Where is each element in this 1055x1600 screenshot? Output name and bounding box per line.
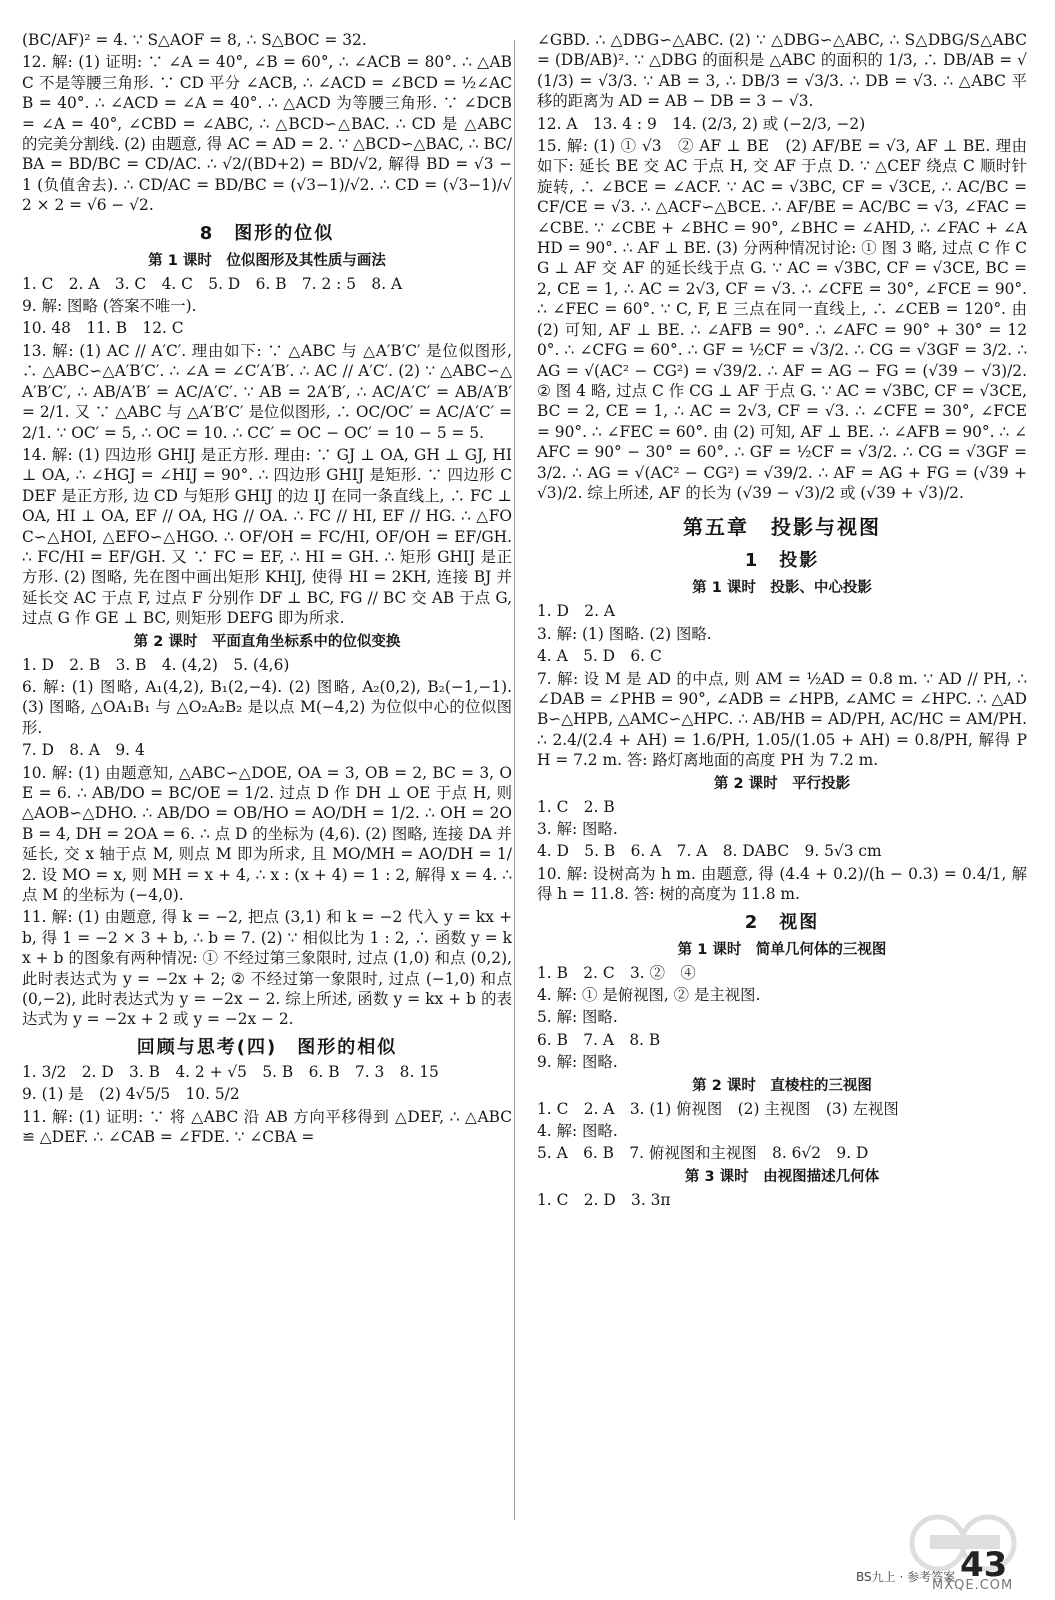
section-heading: 第五章 投影与视图 [683,515,881,540]
answer-paragraph: 4. D 5. B 6. A 7. A 8. DABC 9. 5√3 cm [537,842,882,861]
section-heading: 第 1 课时 位似图形及其性质与画法 [148,252,386,269]
page-number: 43 [960,1545,1008,1585]
answer-paragraph: 10. 解: 设树高为 h m. 由题意, 得 (4.4 + 0.2)/(h − 0.3) = 0.4/1, 解得 h = 11.8. 答: 树的高度为 11.8 m. [537,864,1027,904]
section-heading: 回顾与思考(四) 图形的相似 [136,1036,398,1058]
answer-paragraph: 10. 48 11. B 12. C [22,319,184,338]
answer-paragraph: 9. (1) 是 (2) 4√5/5 10. 5/2 [22,1085,240,1104]
left-column [22,30,512,1150]
section-heading: 第 1 课时 简单几何体的三视图 [677,941,887,958]
answer-paragraph: 9. 解: 图略 (答案不唯一). [22,297,197,316]
answer-paragraph: 3. 解: (1) 图略. (2) 图略. [537,624,712,643]
right-column [537,30,1027,1212]
answer-paragraph: 11. 解: (1) 由题意, 得 k = −2, 把点 (3,1) 和 k = −2 代入 y = kx + b, 得 1 = −2 × 3 + b, ∴ b = 7. (2) ∵ 相似比为 1 : 2, ∴ 函数 y = kx + b 的图象有两种情况: ① 不经过第三象限时, 过点 (1,0) 和点 (0,2), 此时表达式为 y = −2x + 2; ② 不经过第一象限时, 过点 (−1,0) 和点 (0,−2), 此时表达式为 y = −2x − 2. 综上所述, 函数 y = kx + b 的表达式为 y = −2x + 2 或 y = −2x − 2. [22,908,512,1029]
answer-paragraph: 1. C 2. A 3. C 4. C 5. D 6. B 7. 2 : 5 8. A [22,274,403,293]
answer-paragraph: 1. 3/2 2. D 3. B 4. 2 + √5 5. B 6. B 7. 3 8. 15 [22,1062,439,1081]
answer-paragraph: 14. 解: (1) 四边形 GHIJ 是正方形. 理由: ∵ GJ ⊥ OA, GH ⊥ GJ, HI ⊥ OA, ∴ ∠HGJ = ∠HIJ = 90°. ∴ 四边形 GHIJ 是矩形. ∵ 四边形 CDEF 是正方形, 边 CD 与矩形 GHIJ 的边 IJ 在同一条直线上, ∴ FC ⊥ OA, HI ⊥ OA, EF // OA, HG // OA. ∴ FC // HI, EF // HG. ∴ △FOC∽△HOI, △EFO∽△HGO. ∴ OF/OH = FC/HI, OF/OH = EF/GH. ∴ FC/HI = EF/GH. 又 ∵ FC = EF, ∴ HI = GH. ∴ 矩形 GHIJ 是正方形. (2) 图略, 先在图中画出矩形 KHIJ, 使得 HI = 2KH, 连接 BJ 并延长交 AC 于点 F, 过点 F 分别作 DF ⊥ BC, FG // BC 交 AB 于点 G, 过点 G 作 GE ⊥ BC, 则矩形 DEFG 即为所求. [22,445,512,628]
answer-paragraph: 10. 解: (1) 由题意知, △ABC∽△DOE, OA = 3, OB = 2, BC = 3, OE = 6. ∴ AB/DO = BC/OE = 1/2. 过点 D 作 DH ⊥ OE 于点 H, 则 △AOB∽△DHO. ∴ AB/DO = OB/HO = AO/DH = 1/2. ∴ OH = 2OB = 4, DH = 2OA = 6. ∴ 点 D 的坐标为 (4,6). (2) 图略, 连接 DA 并延长, 交 x 轴于点 M, 则点 M 即为所求, 且 MO/MH = AO/DH = 1/2. 设 MO = x, 则 MH = x + 4, ∴ x : (x + 4) = 1 : 2, 解得 x = 4. ∴ 点 M 的坐标为 (−4,0). [22,763,512,905]
answer-paragraph: 7. 解: 设 M 是 AD 的中点, 则 AM = ½AD = 0.8 m. ∵ AD // PH, ∴ ∠DAB = ∠PHB = 90°, ∠ADB = ∠HPB, ∠AMC = ∠HPC. ∴ △ADB∽△HPB, △AMC∽△HPC. ∴ AB/HB = AD/PH, AC/HC = AM/PH. ∴ 2.4/(2.4 + AH) = 1.6/PH, 1.05/(1.05 + AH) = 0.8/PH, 解得 PH = 7.2 m. 答: 路灯离地面的高度 PH 为 7.2 m. [537,669,1027,770]
answer-paragraph: ∠GBD. ∴ △DBG∽△ABC. (2) ∵ △DBG∽△ABC, ∴ S△DBG/S△ABC = (DB/AB)². ∵ △DBG 的面积是 △ABC 的面积的 1/3, ∴ DB/AB = √(1/3) = √3/3. ∵ AB = 3, ∴ DB/3 = √3/3. ∴ DB = √3. ∴ △ABC 平移的距离为 AD = AB − DB = 3 − √3. [537,31,1027,111]
answer-paragraph: 4. 解: 图略. [537,1122,618,1141]
answer-paragraph: 9. 解: 图略. [537,1053,618,1072]
answer-paragraph: 5. 解: 图略. [537,1008,618,1027]
answer-paragraph: (BC/AF)² = 4. ∵ S△AOF = 8, ∴ S△BOC = 32. [22,31,367,49]
answer-paragraph: 15. 解: (1) ① √3 ② AF ⊥ BE (2) AF/BE = √3, AF ⊥ BE. 理由如下: 延长 BE 交 AC 于点 H, 交 AF 于点 D. ∵ △CEF 绕点 C 顺时针旋转, ∴ ∠BCE = ∠ACF. ∵ AC = √3BC, CF = √3CE, ∴ AC/BC = CF/CE = √3. ∴ △ACF∽△BCE. ∴ AF/BE = AC/BC = √3, ∠FAC = ∠CBE. ∵ ∠CBE + ∠BHC = 90°, ∠BHC = ∠AHD, ∴ ∠FAC + ∠AHD = 90°. ∴ AF ⊥ BE. (3) 分两种情况讨论: ① 图 3 略, 过点 C 作 CG ⊥ AF 交 AF 的延长线于点 G. ∵ AC = √3BC, CF = √3CE, BC = 2, CE = 1, ∴ AC = 2√3, CF = √3. ∴ ∠CFE = 30°, ∠FCE = 90°. ∴ ∠FEC = 60°. ∵ C, F, E 三点在同一直线上, ∴ ∠CEB = 120°. 由 (2) 可知, AF ⊥ BE. ∴ ∠AFB = 90°. ∴ ∠AFC = 90° + 30° = 120°. ∴ ∠CFG = 60°. ∴ GF = ½CF = √3/2. ∴ CG = √3GF = 3/2. ∴ AG = √(AC² − CG²) = √39/2. ∴ AF = AG − FG = (√39 − √3)/2. ② 图 4 略, 过点 C 作 CG ⊥ AF 于点 G. ∵ AC = √3BC, CF = √3CE, BC = 2, CE = 1, ∴ AC = 2√3, CF = √3. ∴ ∠CFE = 30°, ∠FCE = 90°. ∴ ∠FEC = 60°. 由 (2) 可知, AF ⊥ BE. ∴ ∠AFB = 90°. ∴ ∠AFC = 90° − 30° = 60°. ∴ GF = ½CF = √3/2. ∴ CG = √3GF = 3/2. ∴ AG = √(AC² − CG²) = √39/2. ∴ AF = AG + FG = (√39 + √3)/2. 综上所述, AF 的长为 (√39 − √3)/2 或 (√39 + √3)/2. [537,137,1027,502]
answer-paragraph: 4. A 5. D 6. C [537,647,662,666]
answer-paragraph: 11. 解: (1) 证明: ∵ 将 △ABC 沿 AB 方向平移得到 △DEF, ∴ △ABC ≌ △DEF. ∴ ∠CAB = ∠FDE. ∵ ∠CBA = [22,1107,512,1147]
section-heading: 2 视图 [744,911,820,933]
section-heading: 第 2 课时 直棱柱的三视图 [692,1077,872,1094]
answer-paragraph: 1. D 2. B 3. B 4. (4,2) 5. (4,6) [22,655,290,674]
answer-paragraph: 13. 解: (1) AC // A′C′. 理由如下: ∵ △ABC 与 △A′B′C′ 是位似图形, ∴ △ABC∽△A′B′C′. ∴ ∠A = ∠C′A′B′. ∴ AC // A′C′. (2) ∵ △ABC∽△A′B′C′, ∴ AB/A′B′ = AC/A′C′. ∵ AB = 2A′B′, ∴ AC/A′C′ = AB/A′B′ = 2/1. 又 ∵ △ABC 与 △A′B′C′ 是位似图形, ∴ OC/OC′ = AC/A′C′ = 2/1. ∵ OC′ = 5, ∴ OC = 10. ∴ CC′ = OC − OC′ = 10 − 5 = 5. [22,341,512,442]
section-heading: 8 图形的位似 [199,222,335,244]
section-heading: 1 投影 [744,550,820,572]
answer-paragraph: 1. D 2. A [537,602,615,621]
footer-label: BS九上 · 参考答案 [856,1570,956,1584]
answer-paragraph: 5. A 6. B 7. 俯视图和主视图 8. 6√2 9. D [537,1144,869,1163]
answer-paragraph: 7. D 8. A 9. 4 [22,741,145,760]
answer-paragraph: 6. 解: (1) 图略, A₁(4,2), B₁(2,−4). (2) 图略, A₂(0,2), B₂(−1,−1). (3) 图略, △OA₁B₁ 与 △O₂A₂B₂ 是以点 M(−4,2) 为位似中心的位似图形. [22,677,512,737]
section-heading: 第 3 课时 由视图描述几何体 [684,1168,880,1185]
answer-paragraph: 12. A 13. 4 : 9 14. (2/3, 2) 或 (−2/3, −2) [537,114,866,133]
answer-paragraph: 1. C 2. A 3. (1) 俯视图 (2) 主视图 (3) 左视图 [537,1099,899,1118]
answer-paragraph: 1. C 2. B [537,797,615,816]
answer-paragraph: 12. 解: (1) 证明: ∵ ∠A = 40°, ∠B = 60°, ∴ ∠ACB = 80°. ∴ △ABC 不是等腰三角形. ∵ CD 平分 ∠ACB, ∴ ∠ACD = ∠BCD = ½∠ACB = 40°. ∴ ∠ACD = ∠A = 40°. ∴ △ACD 为等腰三角形. ∵ ∠DCB = ∠A = 40°, ∠CBD = ∠ABC, ∴ △BCD∽△BAC. ∴ CD 是 △ABC 的完美分割线. (2) 由题意, 得 AC = AD = 2. ∵ △BCD∽△BAC, ∴ BC/BA = BD/BC = CD/AC. ∴ √2/(BD+2) = BD/√2, 解得 BD = √3 − 1 (负值舍去). ∴ CD/AC = BD/BC = (√3−1)/√2. ∴ CD = (√3−1)/√2 × 2 = √6 − √2. [22,53,512,215]
answer-paragraph: 1. C 2. D 3. 3π [537,1190,671,1209]
column-divider [514,40,515,1520]
section-heading: 第 1 课时 投影、中心投影 [692,580,872,597]
answer-paragraph: 4. 解: ① 是俯视图, ② 是主视图. [537,986,761,1005]
watermark-text: MXQE.COM [932,1578,1014,1593]
section-heading: 第 2 课时 平面直角坐标系中的位似变换 [133,633,401,650]
answer-paragraph: 6. B 7. A 8. B [537,1030,661,1049]
answer-paragraph: 1. B 2. C 3. ② ④ [537,963,696,982]
section-heading: 第 2 课时 平行投影 [713,775,851,792]
answer-paragraph: 3. 解: 图略. [537,820,618,838]
